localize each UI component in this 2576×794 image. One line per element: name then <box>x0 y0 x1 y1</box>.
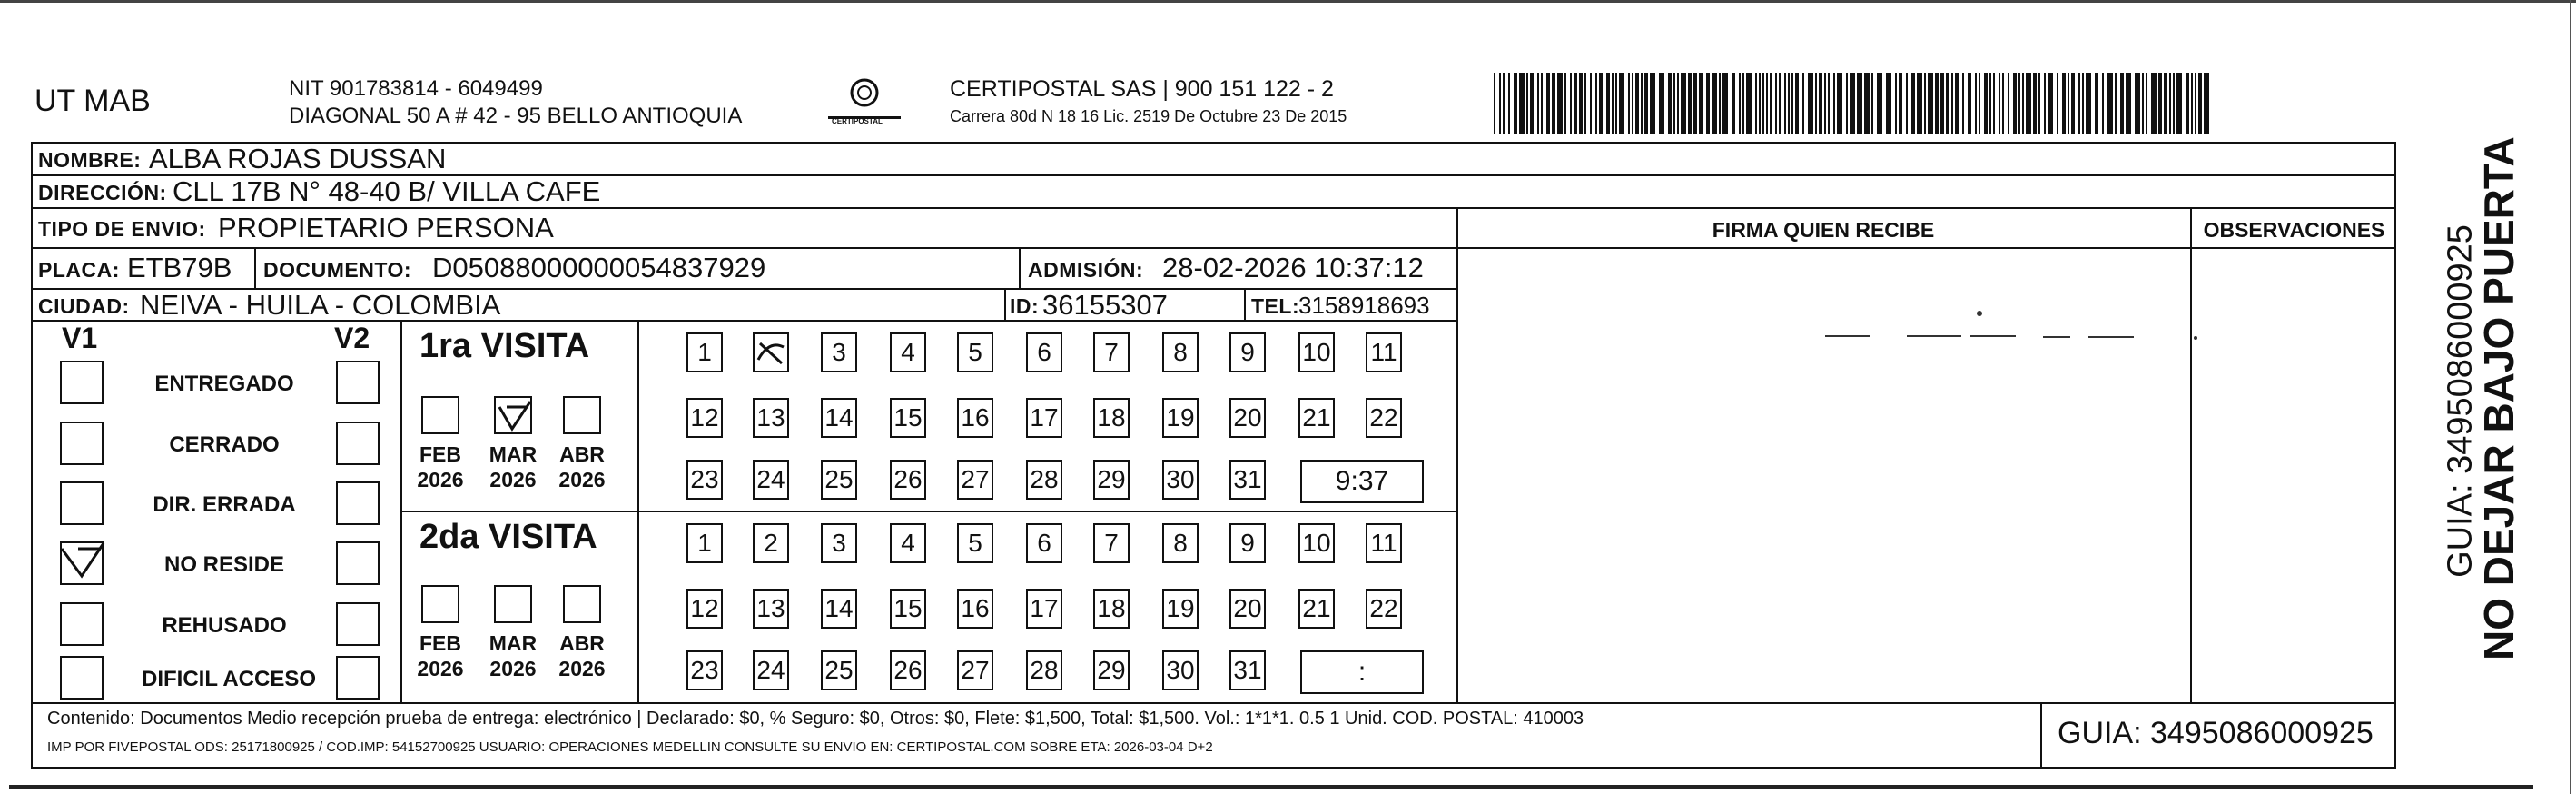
day-box[interactable]: 18 <box>1093 398 1130 438</box>
tel-label: TEL: <box>1251 294 1300 318</box>
day-box[interactable]: 12 <box>686 589 723 629</box>
status-label: ENTREGADO <box>154 372 294 396</box>
month-label: FEB 2026 <box>417 631 464 680</box>
month-checkbox[interactable] <box>494 585 532 623</box>
admision-label: ADMISIÓN: <box>1028 258 1144 282</box>
day-box[interactable]: 30 <box>1162 460 1199 500</box>
nombre-label: NOMBRE: <box>38 148 142 172</box>
day-box[interactable] <box>753 332 789 372</box>
status-label: REHUSADO <box>162 613 287 638</box>
day-box[interactable]: 27 <box>957 460 993 500</box>
tipo-label: TIPO DE ENVIO: <box>38 217 206 241</box>
day-box[interactable]: 1 <box>686 332 723 372</box>
day-box[interactable]: 19 <box>1162 398 1199 438</box>
day-box[interactable]: 20 <box>1229 589 1266 629</box>
sender-name: UT MAB <box>35 84 151 118</box>
check-mark <box>58 540 105 583</box>
v1-header: V1 <box>62 322 98 354</box>
tipo-value: PROPIETARIO PERSONA <box>218 212 554 243</box>
ciudad-label: CIUDAD: <box>38 294 130 318</box>
day-box[interactable]: 8 <box>1162 523 1199 563</box>
signature-marks <box>1816 300 2197 345</box>
day-box[interactable]: 30 <box>1162 650 1199 690</box>
day-box[interactable]: 23 <box>686 460 723 500</box>
direccion-label: DIRECCIÓN: <box>38 181 167 204</box>
day-box[interactable]: 13 <box>753 589 789 629</box>
month-checkbox[interactable] <box>421 585 459 623</box>
day-box[interactable]: 9 <box>1229 332 1266 372</box>
day-box[interactable]: 26 <box>890 460 926 500</box>
day-box[interactable]: 25 <box>821 650 857 690</box>
day-box[interactable]: 7 <box>1093 332 1130 372</box>
status-label: CERRADO <box>169 432 280 457</box>
month-label: ABR 2026 <box>558 442 606 491</box>
day-box[interactable]: 15 <box>890 398 926 438</box>
day-box[interactable]: 5 <box>957 332 993 372</box>
day-box[interactable]: 3 <box>821 523 857 563</box>
day-box[interactable]: 15 <box>890 589 926 629</box>
v2-checkbox[interactable] <box>336 656 380 700</box>
firma-header: FIRMA QUIEN RECIBE <box>1712 218 1935 242</box>
month-label: MAR 2026 <box>489 631 538 680</box>
footer-content: Contenido: Documentos Medio recepción prueba de entrega: electrónico | Declarado: $0, % Seguro: $0, Otros: $0, Flete: $1,500, Total: $1,500. Vol.: 1*1*1. 0.5 1 Unid. COD. POSTAL: 410003 <box>47 709 1584 729</box>
day-box[interactable]: 19 <box>1162 589 1199 629</box>
day-box[interactable]: 27 <box>957 650 993 690</box>
day-box[interactable]: 28 <box>1026 650 1062 690</box>
day-box[interactable]: 29 <box>1093 460 1130 500</box>
v2-checkbox[interactable] <box>336 602 380 646</box>
day-box[interactable]: 16 <box>957 589 993 629</box>
v1-checkbox[interactable] <box>60 481 104 525</box>
v2-checkbox[interactable] <box>336 541 380 585</box>
carrier-title: CERTIPOSTAL SAS | 900 151 122 - 2 <box>950 76 1334 102</box>
day-box[interactable]: 16 <box>957 398 993 438</box>
v2-checkbox[interactable] <box>336 481 380 525</box>
documento-value: D05088000000054837929 <box>432 252 766 283</box>
month-label: ABR 2026 <box>558 631 606 680</box>
v1-checkbox[interactable] <box>60 361 104 404</box>
day-box[interactable]: 9 <box>1229 523 1266 563</box>
day-box[interactable]: 4 <box>890 523 926 563</box>
day-box[interactable]: 31 <box>1229 650 1266 690</box>
day-box[interactable]: 8 <box>1162 332 1199 372</box>
id-value: 36155307 <box>1042 289 1168 321</box>
time-field[interactable]: : <box>1300 650 1424 694</box>
day-box[interactable]: 22 <box>1366 398 1402 438</box>
ciudad-value: NEIVA - HUILA - COLOMBIA <box>140 289 501 321</box>
day-box[interactable]: 23 <box>686 650 723 690</box>
day-box[interactable]: 24 <box>753 460 789 500</box>
admision-value: 28-02-2026 10:37:12 <box>1162 252 1424 283</box>
guia-box: GUIA: 3495086000925 <box>2058 716 2374 750</box>
day-box[interactable]: 26 <box>890 650 926 690</box>
direccion-value: CLL 17B N° 48-40 B/ VILLA CAFE <box>173 175 601 207</box>
month-label: FEB 2026 <box>417 442 464 491</box>
month-checkbox[interactable] <box>421 396 459 434</box>
v1-checkbox[interactable] <box>60 602 104 646</box>
barcode <box>1494 73 2220 134</box>
first-visit-title: 1ra VISITA <box>419 327 590 365</box>
check-mark <box>494 396 536 438</box>
day-box[interactable]: 5 <box>957 523 993 563</box>
sender-address: DIAGONAL 50 A # 42 - 95 BELLO ANTIOQUIA <box>289 104 743 128</box>
day-box[interactable]: 25 <box>821 460 857 500</box>
day-box[interactable]: 14 <box>821 398 857 438</box>
day-box[interactable]: 21 <box>1298 589 1335 629</box>
no-dejar-text: NO DEJAR BAJO PUERTA <box>2475 136 2522 660</box>
placa-label: PLACA: <box>38 258 120 282</box>
placa-value: ETB79B <box>127 252 232 283</box>
v1-checkbox[interactable] <box>60 422 104 465</box>
footer-imprint: IMP POR FIVEPOSTAL ODS: 25171800925 / COD.IMP: 54152700925 USUARIO: OPERACIONES MEDELLIN CONSULTE SU ENVIO EN: CERTIPOSTAL.COM SOBRE ETA: 2026-03-04 D+2 <box>47 739 1213 755</box>
day-box[interactable]: 3 <box>821 332 857 372</box>
day-box[interactable]: 17 <box>1026 589 1062 629</box>
status-label: NO RESIDE <box>163 552 285 577</box>
id-label: ID: <box>1010 294 1040 318</box>
second-visit-title: 2da VISITA <box>419 518 597 556</box>
status-label: DIFICIL ACCESO <box>141 667 316 691</box>
side-warning <box>2408 136 2562 672</box>
day-box[interactable]: 1 <box>686 523 723 563</box>
day-box[interactable]: 14 <box>821 589 857 629</box>
month-checkbox[interactable] <box>563 396 601 434</box>
logo-text: CERTIPOSTAL <box>832 117 883 125</box>
day-box[interactable]: 17 <box>1026 398 1062 438</box>
day-box[interactable]: 28 <box>1026 460 1062 500</box>
day-box[interactable]: 6 <box>1026 332 1062 372</box>
v2-header: V2 <box>334 322 370 354</box>
v2-checkbox[interactable] <box>336 361 380 404</box>
day-box[interactable]: 4 <box>890 332 926 372</box>
day-box[interactable]: 12 <box>686 398 723 438</box>
certipostal-logo <box>821 73 908 131</box>
day-box[interactable]: 29 <box>1093 650 1130 690</box>
day-box[interactable]: 31 <box>1229 460 1266 500</box>
carrier-license: Carrera 80d N 18 16 Lic. 2519 De Octubre 23 De 2015 <box>950 107 1347 125</box>
day-box[interactable]: 10 <box>1298 523 1335 563</box>
tel-value: 3158918693 <box>1298 292 1430 319</box>
v2-checkbox[interactable] <box>336 422 380 465</box>
month-checkbox[interactable] <box>563 585 601 623</box>
nombre-value: ALBA ROJAS DUSSAN <box>149 143 447 174</box>
day-box[interactable]: 22 <box>1366 589 1402 629</box>
observaciones-header: OBSERVACIONES <box>2203 218 2385 242</box>
v1-checkbox[interactable] <box>60 656 104 700</box>
day-box[interactable]: 20 <box>1229 398 1266 438</box>
day-box[interactable]: 7 <box>1093 523 1130 563</box>
day-box[interactable]: 18 <box>1093 589 1130 629</box>
status-label: DIR. ERRADA <box>153 492 296 517</box>
sender-nit: NIT 901783814 - 6049499 <box>289 76 543 101</box>
day-box[interactable]: 13 <box>753 398 789 438</box>
side-guia-text: GUIA: 3495086000925 <box>2441 224 2480 578</box>
day-box[interactable]: 21 <box>1298 398 1335 438</box>
day-box[interactable]: 10 <box>1298 332 1335 372</box>
day-box[interactable]: 24 <box>753 650 789 690</box>
day-box[interactable]: 2 <box>753 523 789 563</box>
day-crossed-mark <box>755 336 787 369</box>
documento-label: DOCUMENTO: <box>263 258 412 282</box>
day-box[interactable]: 6 <box>1026 523 1062 563</box>
day-box[interactable]: 11 <box>1366 523 1402 563</box>
month-label: MAR 2026 <box>489 442 538 491</box>
day-box[interactable]: 11 <box>1366 332 1402 372</box>
time-field[interactable]: 9:37 <box>1300 460 1424 503</box>
